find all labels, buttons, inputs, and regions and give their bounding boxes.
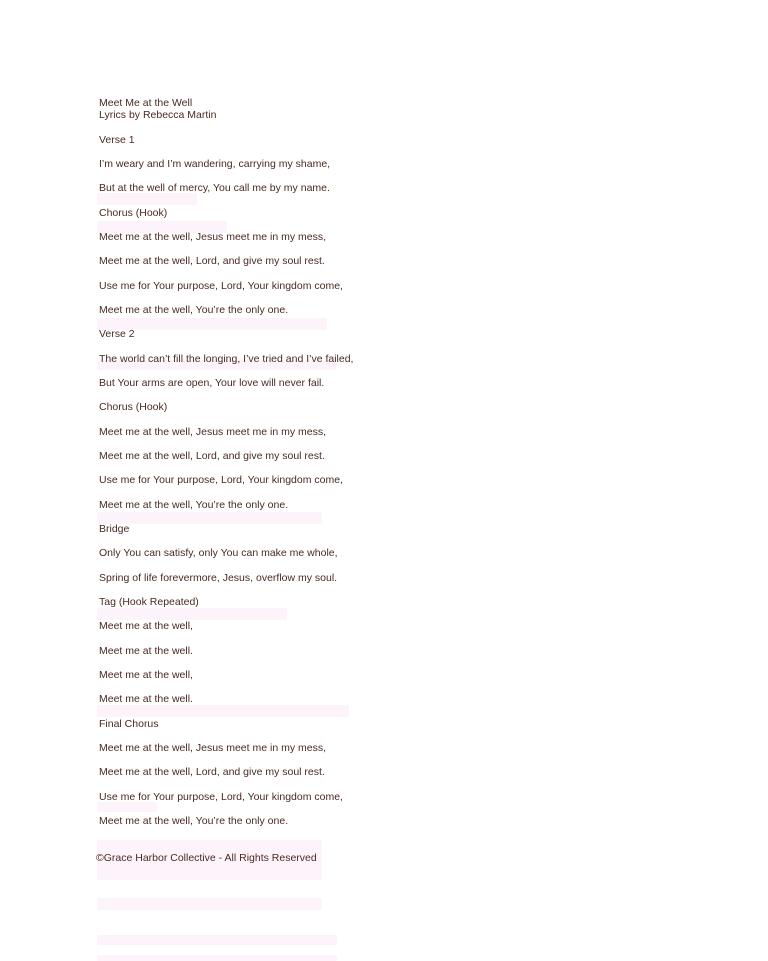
bleed-through-mark: [97, 898, 322, 910]
lyric-line: The world can’t fill the longing, I’ve tried and I’ve failed,: [99, 353, 354, 365]
lyric-line: Spring of life forevermore, Jesus, overflow my soul.: [99, 572, 338, 584]
lyric-line: Meet me at the well, You’re the only one.: [99, 499, 289, 511]
lyric-line: Meet me at the well, You’re the only one.: [99, 815, 289, 827]
lyric-line: Use me for Your purpose, Lord, Your kingdom come,: [99, 280, 343, 292]
lyric-line: Meet me at the well, You’re the only one.: [99, 304, 289, 316]
lyric-line: Meet me at the well, Lord, and give my soul rest.: [99, 450, 325, 462]
bleed-through-mark: [97, 512, 322, 524]
song-title: Meet Me at the Well: [99, 97, 193, 109]
song-byline: Lyrics by Rebecca Martin: [99, 109, 217, 121]
section-heading-verse-1: Verse 1: [99, 134, 135, 146]
section-heading-tag: Tag (Hook Repeated): [99, 596, 199, 608]
section-heading-chorus: Chorus (Hook): [99, 207, 168, 219]
lyric-line: Meet me at the well,: [99, 620, 193, 632]
bleed-through-mark: [97, 608, 287, 620]
lyric-line: Meet me at the well, Lord, and give my soul rest.: [99, 255, 325, 267]
lyric-line: Meet me at the well, Jesus meet me in my mess,: [99, 742, 326, 754]
lyric-line: Meet me at the well, Lord, and give my soul rest.: [99, 766, 325, 778]
lyric-line: Meet me at the well, Jesus meet me in my mess,: [99, 426, 326, 438]
bleed-through-mark: [97, 955, 337, 961]
lyric-line: Meet me at the well, Jesus meet me in my mess,: [99, 231, 326, 243]
copyright-notice: ©Grace Harbor Collective - All Rights Reserved: [96, 852, 317, 864]
lyric-line: Use me for Your purpose, Lord, Your kingdom come,: [99, 474, 343, 486]
lyric-line: Meet me at the well,: [99, 669, 193, 681]
section-heading-chorus: Chorus (Hook): [99, 401, 168, 413]
lyric-line: Use me for Your purpose, Lord, Your kingdom come,: [99, 791, 343, 803]
lyric-line: Meet me at the well.: [99, 645, 193, 657]
bleed-through-mark: [97, 705, 349, 717]
section-heading-final-chorus: Final Chorus: [99, 718, 159, 730]
section-heading-bridge: Bridge: [99, 523, 130, 535]
lyric-line: I’m weary and I’m wandering, carrying my shame,: [99, 158, 331, 170]
lyric-line: Meet me at the well.: [99, 693, 193, 705]
lyric-line: But Your arms are open, Your love will never fail.: [99, 377, 325, 389]
lyric-line: Only You can satisfy, only You can make me whole,: [99, 547, 338, 559]
lyric-line: But at the well of mercy, You call me by my name.: [99, 182, 330, 194]
bleed-through-mark: [97, 935, 337, 945]
section-heading-verse-2: Verse 2: [99, 328, 135, 340]
